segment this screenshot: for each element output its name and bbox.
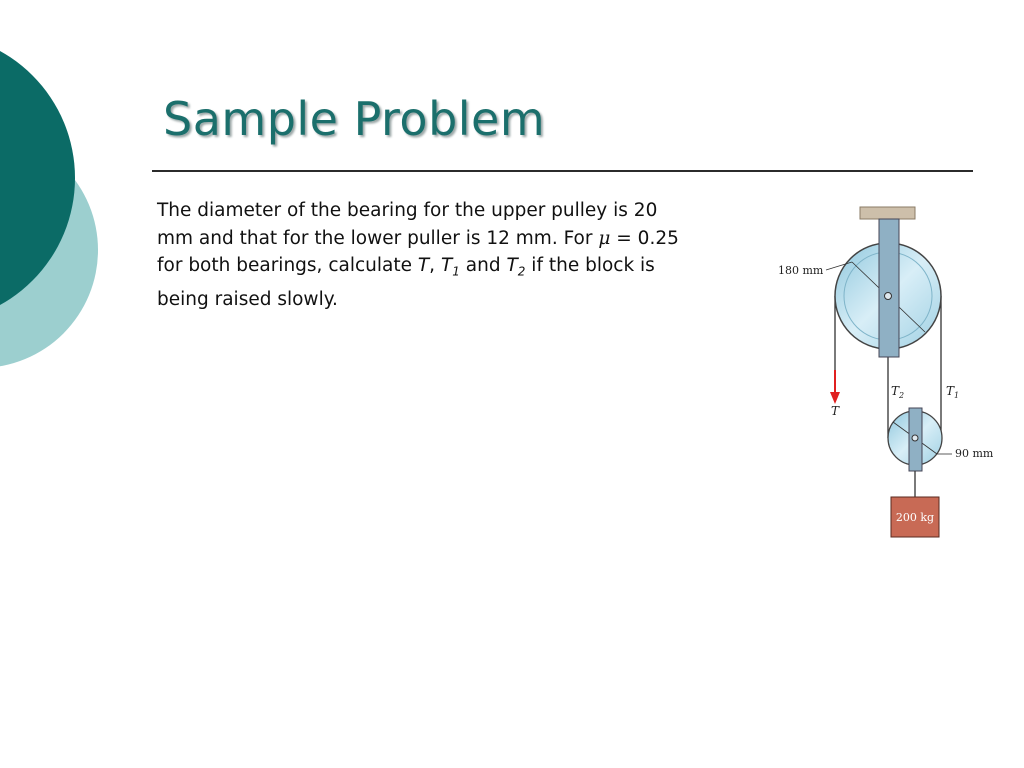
upper-diameter-label: 180 mm	[778, 264, 824, 277]
upper-axle	[885, 293, 892, 300]
t1-label	[946, 384, 959, 400]
upper-bracket	[879, 219, 899, 357]
decorative-circles	[0, 0, 140, 420]
t1-label-base: T	[946, 384, 955, 398]
t-variable: T	[417, 255, 430, 276]
ceiling-support	[860, 207, 915, 219]
title-divider	[152, 170, 973, 172]
t2-label-sub: 2	[899, 391, 905, 400]
t2-label	[891, 384, 904, 400]
slide-title: Sample Problem	[163, 92, 546, 146]
mu-value: = 0.25	[610, 227, 679, 249]
problem-line-3-end: if the block is	[525, 255, 655, 276]
and-text: and	[459, 255, 507, 276]
mu-symbol: μ	[598, 227, 611, 249]
t2-label-base: T	[891, 384, 900, 398]
tension-arrow-head	[830, 392, 840, 404]
t2-variable: T	[506, 255, 518, 276]
t1-subscript: 1	[452, 264, 460, 279]
pulley-diagram	[770, 200, 1010, 545]
lower-diameter-label: 90 mm	[955, 447, 994, 460]
problem-statement	[157, 197, 757, 314]
lower-axle	[912, 435, 918, 441]
t1-variable: T	[440, 255, 453, 276]
problem-line-2-text: mm and that for the lower puller is 12 mm. For	[157, 227, 599, 249]
problem-line-4: being raised slowly.	[157, 289, 338, 311]
t-label: T	[831, 404, 840, 418]
problem-line-1: The diameter of the bearing for the upper pulley is 20	[157, 200, 658, 221]
comma: ,	[429, 255, 441, 276]
t2-subscript: 2	[517, 264, 526, 279]
problem-line-3	[157, 252, 757, 286]
t1-label-sub: 1	[954, 391, 960, 400]
problem-line-2	[157, 225, 757, 253]
load-label: 200 kg	[895, 511, 935, 524]
problem-line-3-text: for both bearings, calculate	[157, 255, 418, 276]
